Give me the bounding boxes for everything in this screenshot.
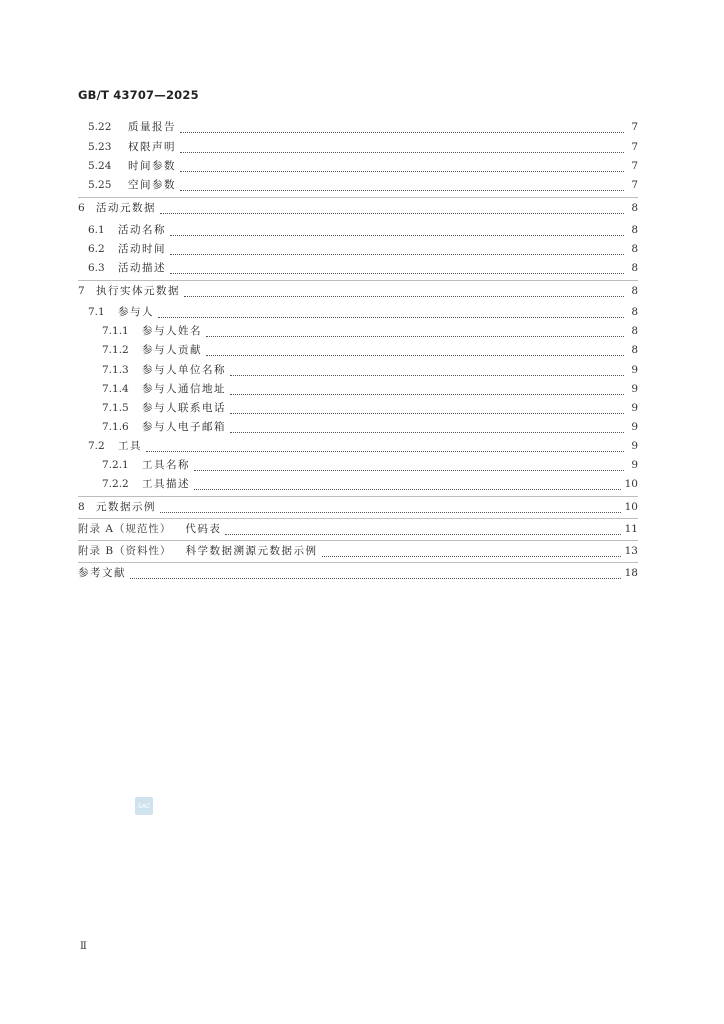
dot-leader xyxy=(180,144,624,153)
toc-entry-7[interactable] xyxy=(78,284,638,298)
toc-number: 5.24 xyxy=(88,160,112,172)
toc-page: 9 xyxy=(631,440,638,452)
toc-page: 9 xyxy=(631,421,638,433)
dot-leader xyxy=(158,309,624,318)
dot-leader xyxy=(184,288,624,297)
page-header: GB/T 43707—2025 xyxy=(78,88,199,102)
toc-page: 9 xyxy=(631,459,638,471)
toc-number: 6.1 xyxy=(88,224,105,236)
toc-title: 活动名称 xyxy=(118,224,166,236)
toc-entry-bibliography[interactable] xyxy=(78,566,638,580)
dot-leader xyxy=(170,246,624,255)
toc-page: 7 xyxy=(631,141,638,153)
toc-entry-6-2[interactable] xyxy=(88,242,638,256)
toc-page: 7 xyxy=(631,179,638,191)
toc-title: 工具 xyxy=(118,440,142,452)
toc-number: 6.3 xyxy=(88,262,105,274)
dot-leader xyxy=(230,405,624,414)
toc-number: 附录 A（规范性） xyxy=(78,523,172,535)
toc-number: 7.1.2 xyxy=(102,344,129,356)
dot-leader xyxy=(180,182,624,191)
toc-entry-5-25[interactable] xyxy=(88,178,638,192)
dot-leader xyxy=(146,443,624,452)
section-divider xyxy=(78,280,638,281)
dot-leader xyxy=(322,548,621,557)
dot-leader xyxy=(206,328,624,337)
toc-title: 参考文献 xyxy=(78,567,126,579)
dot-leader xyxy=(180,124,624,133)
toc-title: 代码表 xyxy=(185,523,222,535)
dot-leader xyxy=(230,367,624,376)
toc-title: 质量报告 xyxy=(128,121,176,133)
toc-number: 7.1.3 xyxy=(102,364,129,376)
toc-page: 8 xyxy=(631,344,638,356)
toc-entry-7-1-4[interactable] xyxy=(102,382,638,396)
toc-page: 10 xyxy=(624,501,638,513)
toc-title: 参与人贡献 xyxy=(142,344,202,356)
toc-number: 7.2.1 xyxy=(102,459,129,471)
toc-entry-6-3[interactable] xyxy=(88,261,638,275)
toc-title: 活动描述 xyxy=(118,262,166,274)
toc-page: 18 xyxy=(624,567,638,579)
toc-number: 5.22 xyxy=(88,121,112,133)
sac-logo-icon: SAC xyxy=(135,797,153,815)
section-divider xyxy=(78,562,638,563)
toc-title: 空间参数 xyxy=(128,179,176,191)
toc-number: 6.2 xyxy=(88,243,105,255)
dot-leader xyxy=(230,424,624,433)
toc-number: 8 xyxy=(78,501,85,513)
toc-entry-8[interactable] xyxy=(78,500,638,514)
toc-title: 工具描述 xyxy=(142,478,190,490)
toc-title: 元数据示例 xyxy=(96,501,156,513)
toc-title: 活动元数据 xyxy=(96,202,156,214)
section-divider xyxy=(78,197,638,198)
toc-number: 7.2 xyxy=(88,440,105,452)
toc-entry-7-1-6[interactable] xyxy=(102,420,638,434)
toc-entry-7-2-1[interactable] xyxy=(102,458,638,472)
toc-number: 7.1 xyxy=(88,306,105,318)
footer-page-number: Ⅱ xyxy=(80,941,87,952)
toc-page: 8 xyxy=(631,285,638,297)
toc-number: 7.1.1 xyxy=(102,325,129,337)
dot-leader xyxy=(160,205,624,214)
toc-entry-5-22[interactable] xyxy=(88,120,638,134)
section-divider xyxy=(78,540,638,541)
toc-entry-7-1-1[interactable] xyxy=(102,324,638,338)
section-divider xyxy=(78,496,638,497)
dot-leader xyxy=(194,462,624,471)
section-divider xyxy=(78,518,638,519)
dot-leader xyxy=(194,481,621,490)
toc-title: 时间参数 xyxy=(128,160,176,172)
toc-title: 科学数据溯源元数据示例 xyxy=(185,545,318,557)
toc-page: 8 xyxy=(631,202,638,214)
toc-title: 参与人 xyxy=(118,306,154,318)
dot-leader xyxy=(225,526,620,535)
toc-page: 8 xyxy=(631,306,638,318)
toc-page: 7 xyxy=(631,160,638,172)
dot-leader xyxy=(206,347,624,356)
toc-title: 参与人通信地址 xyxy=(142,383,226,395)
toc-page: 8 xyxy=(631,325,638,337)
dot-leader xyxy=(170,227,624,236)
toc-number: 7.2.2 xyxy=(102,478,129,490)
toc-number: 7.1.5 xyxy=(102,402,129,414)
toc-entry-6[interactable] xyxy=(78,201,638,215)
dot-leader xyxy=(160,504,621,513)
toc-entry-6-1[interactable] xyxy=(88,223,638,237)
toc-number: 附录 B（资料性） xyxy=(78,545,172,557)
toc-title: 权限声明 xyxy=(128,141,176,153)
toc-page: 7 xyxy=(631,121,638,133)
toc-entry-7-2[interactable] xyxy=(88,439,638,453)
toc-page: 9 xyxy=(631,364,638,376)
toc-title: 参与人姓名 xyxy=(142,325,202,337)
toc-page: 8 xyxy=(631,262,638,274)
dot-leader xyxy=(170,265,624,274)
toc-page: 9 xyxy=(631,402,638,414)
toc-entry-5-24[interactable] xyxy=(88,159,638,173)
toc-page: 10 xyxy=(624,478,638,490)
toc-entry-annex-b[interactable] xyxy=(78,544,638,558)
toc-number: 7 xyxy=(78,285,85,297)
toc-number: 7.1.4 xyxy=(102,383,129,395)
toc-title: 参与人单位名称 xyxy=(142,364,226,376)
toc-title: 参与人联系电话 xyxy=(142,402,226,414)
toc-page: 8 xyxy=(631,224,638,236)
dot-leader xyxy=(180,163,624,172)
toc-title: 参与人电子邮箱 xyxy=(142,421,226,433)
toc-entry-annex-a[interactable] xyxy=(78,522,638,536)
toc-entry-7-1[interactable] xyxy=(88,305,638,319)
toc-number: 5.23 xyxy=(88,141,112,153)
toc-page: 11 xyxy=(624,523,638,535)
toc-title: 执行实体元数据 xyxy=(96,285,180,297)
toc-number: 6 xyxy=(78,202,85,214)
toc-entry-7-1-5[interactable] xyxy=(102,401,638,415)
toc-entry-7-2-2[interactable] xyxy=(102,477,638,491)
toc-number: 5.25 xyxy=(88,179,112,191)
toc-page: 8 xyxy=(631,243,638,255)
toc-title: 工具名称 xyxy=(142,459,190,471)
dot-leader xyxy=(130,570,621,579)
toc-entry-5-23[interactable] xyxy=(88,140,638,154)
toc-page: 13 xyxy=(624,545,638,557)
toc-entry-7-1-3[interactable] xyxy=(102,363,638,377)
toc-number: 7.1.6 xyxy=(102,421,129,433)
toc-title: 活动时间 xyxy=(118,243,166,255)
dot-leader xyxy=(230,386,624,395)
toc-page: 9 xyxy=(631,383,638,395)
toc-entry-7-1-2[interactable] xyxy=(102,343,638,357)
